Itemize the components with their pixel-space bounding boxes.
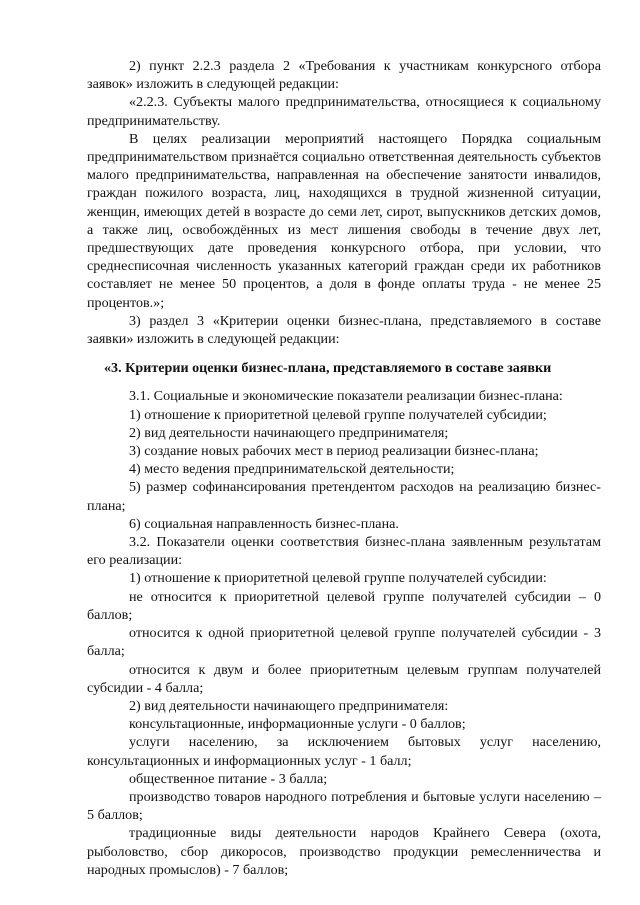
paragraph-item-3-amendment: 3) раздел 3 «Критерии оценки бизнес-плана, представляемого в составе заявки» изложить в следующей редакции:	[87, 312, 601, 348]
score-item-population-services: услуги населению, за исключением бытовых услуг населению, консультационных и информационных услуг - 1 балл;	[87, 734, 601, 769]
paragraph-item-2-amendment: 2) пункт 2.2.3 раздела 2 «Требования к участникам конкурсного отбора заявок» изложить в следующей редакции:	[87, 58, 601, 93]
paragraph-3-1-heading: 3.1. Социальные и экономические показатели реализации бизнес-плана:	[129, 388, 563, 405]
list-item-3-1-6: 6) социальная направленность бизнес-плана.	[129, 515, 399, 532]
score-item-catering: общественное питание - 3 балла;	[129, 770, 328, 787]
score-item-not-priority: не относится к приоритетной целевой группе получателей субсидии – 0 баллов;	[87, 588, 601, 623]
paragraph-3-2-heading: 3.2. Показатели оценки соответствия бизнес-плана заявленным результатам его реализации:	[87, 534, 601, 569]
section-title: «3. Критерии оценки бизнес-плана, представляемого в составе заявки	[104, 360, 552, 377]
list-item-3-2-2: 2) вид деятельности начинающего предпринимателя:	[129, 697, 449, 714]
score-item-two-or-more-priority: относится к двум и более приоритетным целевым группам получателей субсидии - 4 балла;	[87, 661, 601, 696]
score-item-consumer-goods: производство товаров народного потребления и бытовые услуги населению – 5 баллов;	[87, 788, 601, 824]
score-item-consulting-services: консультационные, информационные услуги - 0 баллов;	[129, 716, 466, 733]
paragraph-clause-2-2-3: «2.2.3. Субъекты малого предпринимательства, относящиеся к социальному предпринимательству.	[87, 94, 601, 129]
list-item-3-1-3: 3) создание новых рабочих мест в период реализации бизнес-плана;	[129, 443, 539, 460]
list-item-3-2-1: 1) отношение к приоритетной целевой группе получателей субсидии:	[129, 570, 547, 587]
list-item-3-1-1: 1) отношение к приоритетной целевой группе получателей субсидии;	[129, 406, 547, 423]
document-body	[87, 57, 601, 879]
list-item-3-1-5: 5) размер софинансирования претендентом расходов на реализацию бизнес-плана;	[87, 479, 601, 514]
paragraph-social-entrepreneurship-definition: В целях реализации мероприятий настоящего Порядка социальным предпринимательством признаётся социально ответственная деятельность субъектов малого предпринимательства, направленная на обеспечение занятости инвалидов, граждан пожилого возраста, лиц, находящихся в трудной жизненной ситуации, женщин, имеющих детей в возрасте до семи лет, сирот, выпускников детских домов, а также лиц, освобождённых из мест лишения свободы в течение двух лет, предшествующих дате проведения конкурсного отбора, при условии, что среднесписочная численность указанных категорий граждан среди их работников составляет не менее 50 процентов, а доля в фонде оплаты труда - не менее 25 процентов.»;	[87, 130, 601, 311]
score-item-one-priority: относится к одной приоритетной целевой группе получателей субсидии - 3 балла;	[87, 625, 601, 660]
list-item-3-1-4: 4) место ведения предпринимательской деятельности;	[129, 461, 455, 478]
score-item-traditional-activities: традиционные виды деятельности народов Крайнего Севера (охота, рыболовство, сбор дикоросов, производство продукции ремесленничества и народных промыслов) - 7 баллов;	[87, 825, 601, 878]
list-item-3-1-2: 2) вид деятельности начинающего предпринимателя;	[129, 424, 449, 441]
